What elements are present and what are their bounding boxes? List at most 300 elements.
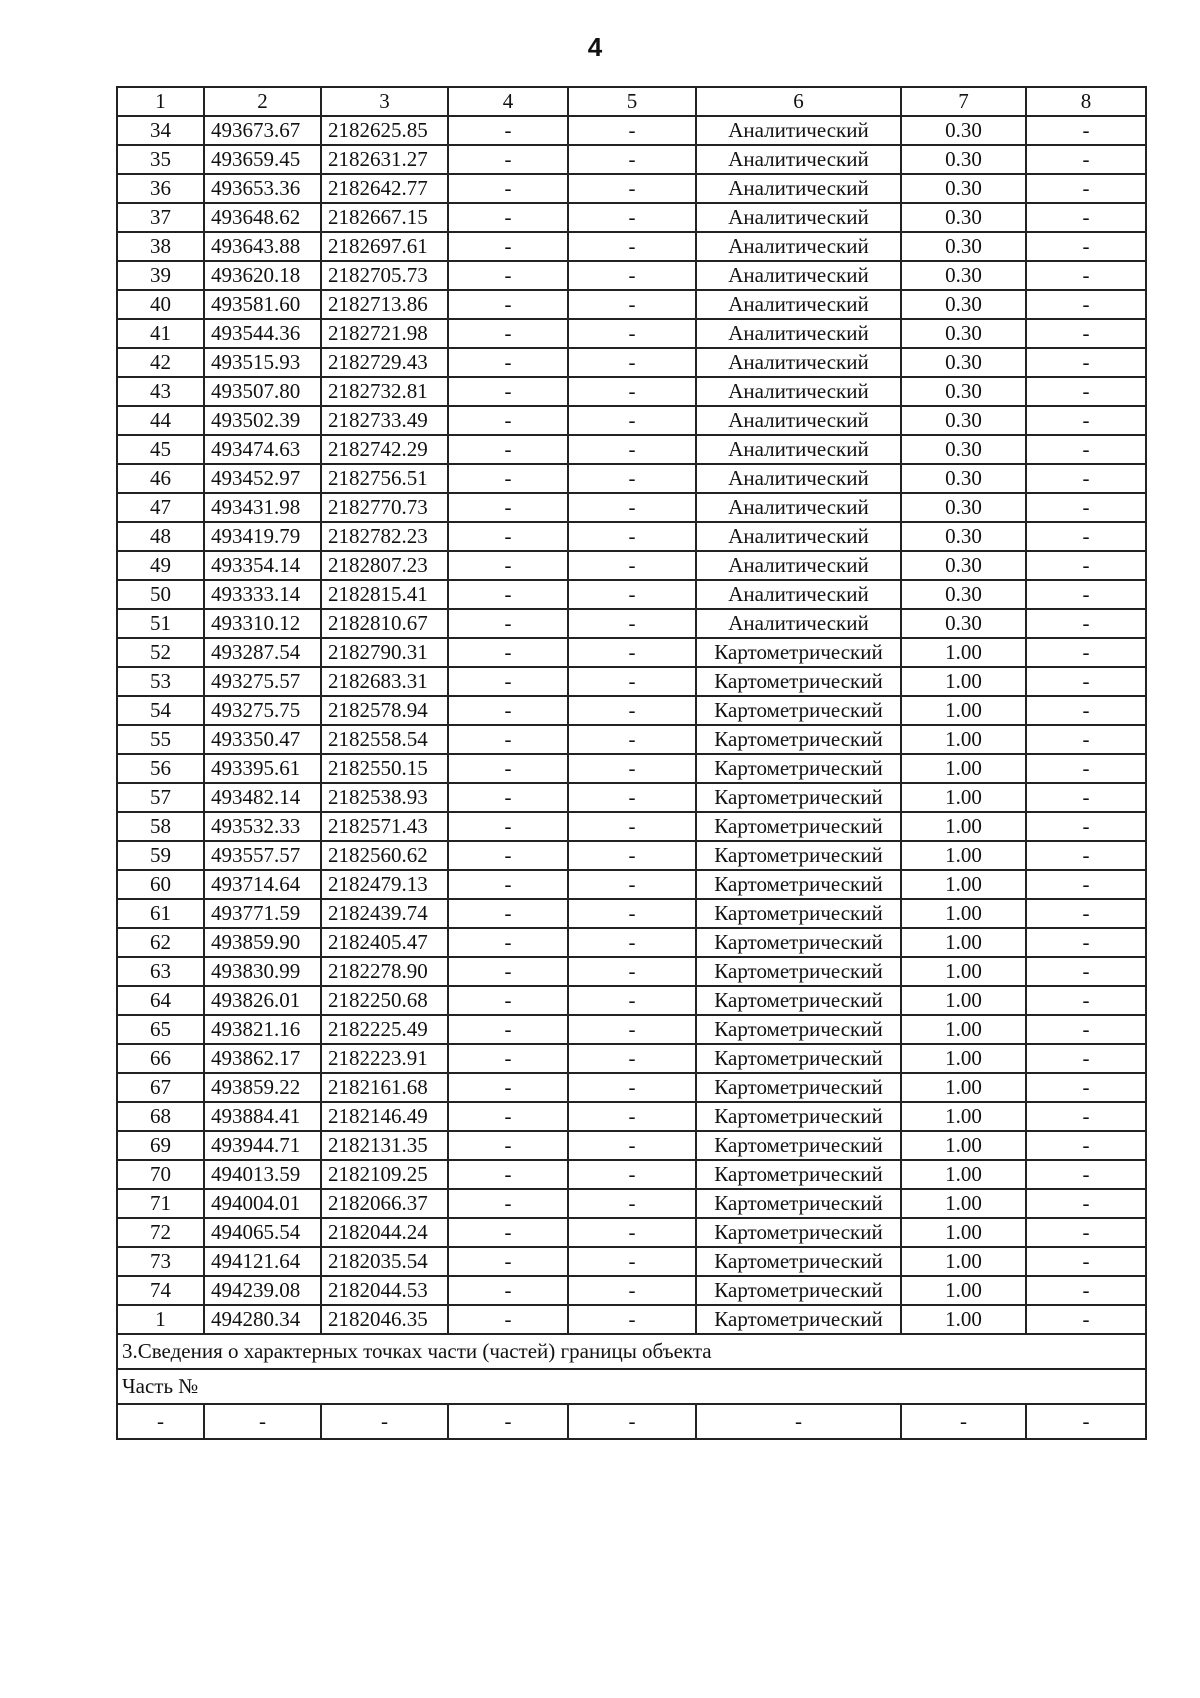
table-row: [117, 1102, 1146, 1131]
col5-cell: -: [568, 783, 696, 812]
table-row: [117, 1276, 1146, 1305]
accuracy-cell: 1.00: [901, 957, 1026, 986]
method-cell: Картометрический: [696, 812, 901, 841]
table-row: [117, 406, 1146, 435]
col5-cell: -: [568, 1305, 696, 1334]
column-header: 5: [568, 87, 696, 116]
col8-cell: -: [1026, 203, 1146, 232]
method-cell: Картометрический: [696, 754, 901, 783]
col5-cell: -: [568, 609, 696, 638]
method-cell: Картометрический: [696, 841, 901, 870]
empty-cell: -: [204, 1404, 321, 1439]
column-header: 8: [1026, 87, 1146, 116]
col5-cell: -: [568, 1131, 696, 1160]
accuracy-cell: 0.30: [901, 580, 1026, 609]
point-number-cell: 55: [117, 725, 204, 754]
section-title-row: [117, 1334, 1146, 1369]
page-number: 4: [587, 32, 603, 62]
x-coordinate-cell: 493944.71: [204, 1131, 321, 1160]
column-header: 4: [448, 87, 568, 116]
method-cell: Картометрический: [696, 870, 901, 899]
x-coordinate-cell: 493643.88: [204, 232, 321, 261]
table-row: [117, 1247, 1146, 1276]
table-row: [117, 899, 1146, 928]
accuracy-cell: 0.30: [901, 261, 1026, 290]
column-header: 7: [901, 87, 1026, 116]
method-cell: Картометрический: [696, 1044, 901, 1073]
table-row: [117, 986, 1146, 1015]
y-coordinate-cell: 2182790.31: [321, 638, 448, 667]
accuracy-cell: 0.30: [901, 522, 1026, 551]
y-coordinate-cell: 2182729.43: [321, 348, 448, 377]
accuracy-cell: 1.00: [901, 899, 1026, 928]
col5-cell: -: [568, 551, 696, 580]
col8-cell: -: [1026, 1189, 1146, 1218]
method-cell: Аналитический: [696, 609, 901, 638]
x-coordinate-cell: 493821.16: [204, 1015, 321, 1044]
col5-cell: -: [568, 754, 696, 783]
table-row: [117, 290, 1146, 319]
col8-cell: -: [1026, 493, 1146, 522]
y-coordinate-cell: 2182439.74: [321, 899, 448, 928]
method-cell: Картометрический: [696, 1102, 901, 1131]
col8-cell: -: [1026, 1073, 1146, 1102]
table-row: [117, 522, 1146, 551]
table-row: [117, 812, 1146, 841]
col8-cell: -: [1026, 406, 1146, 435]
point-number-cell: 67: [117, 1073, 204, 1102]
point-number-cell: 69: [117, 1131, 204, 1160]
accuracy-cell: 1.00: [901, 638, 1026, 667]
y-coordinate-cell: 2182756.51: [321, 464, 448, 493]
x-coordinate-cell: 493862.17: [204, 1044, 321, 1073]
point-number-cell: 63: [117, 957, 204, 986]
col8-cell: -: [1026, 1305, 1146, 1334]
accuracy-cell: 1.00: [901, 725, 1026, 754]
col8-cell: -: [1026, 1131, 1146, 1160]
col4-cell: -: [448, 116, 568, 145]
method-cell: Аналитический: [696, 203, 901, 232]
accuracy-cell: 0.30: [901, 348, 1026, 377]
col8-cell: -: [1026, 957, 1146, 986]
col8-cell: -: [1026, 841, 1146, 870]
point-number-cell: 40: [117, 290, 204, 319]
col5-cell: -: [568, 928, 696, 957]
col8-cell: -: [1026, 377, 1146, 406]
col8-cell: -: [1026, 1044, 1146, 1073]
accuracy-cell: 1.00: [901, 667, 1026, 696]
empty-cell: -: [448, 1404, 568, 1439]
y-coordinate-cell: 2182571.43: [321, 812, 448, 841]
point-number-cell: 54: [117, 696, 204, 725]
accuracy-cell: 0.30: [901, 319, 1026, 348]
y-coordinate-cell: 2182538.93: [321, 783, 448, 812]
col5-cell: -: [568, 435, 696, 464]
table-row: [117, 1160, 1146, 1189]
empty-cell: -: [1026, 1404, 1146, 1439]
col5-cell: -: [568, 319, 696, 348]
y-coordinate-cell: 2182625.85: [321, 116, 448, 145]
col5-cell: -: [568, 1102, 696, 1131]
method-cell: Аналитический: [696, 290, 901, 319]
method-cell: Аналитический: [696, 116, 901, 145]
col4-cell: -: [448, 348, 568, 377]
accuracy-cell: 0.30: [901, 232, 1026, 261]
col4-cell: -: [448, 667, 568, 696]
y-coordinate-cell: 2182558.54: [321, 725, 448, 754]
table-row: [117, 1218, 1146, 1247]
accuracy-cell: 1.00: [901, 1044, 1026, 1073]
y-coordinate-cell: 2182225.49: [321, 1015, 448, 1044]
accuracy-cell: 1.00: [901, 1276, 1026, 1305]
col8-cell: -: [1026, 174, 1146, 203]
y-coordinate-cell: 2182807.23: [321, 551, 448, 580]
accuracy-cell: 1.00: [901, 1189, 1026, 1218]
point-number-cell: 71: [117, 1189, 204, 1218]
col5-cell: -: [568, 377, 696, 406]
method-cell: Картометрический: [696, 1276, 901, 1305]
y-coordinate-cell: 2182405.47: [321, 928, 448, 957]
col8-cell: -: [1026, 1218, 1146, 1247]
y-coordinate-cell: 2182721.98: [321, 319, 448, 348]
accuracy-cell: 1.00: [901, 1015, 1026, 1044]
col8-cell: -: [1026, 232, 1146, 261]
y-coordinate-cell: 2182732.81: [321, 377, 448, 406]
y-coordinate-cell: 2182667.15: [321, 203, 448, 232]
col8-cell: -: [1026, 725, 1146, 754]
empty-cell: -: [568, 1404, 696, 1439]
x-coordinate-cell: 493275.57: [204, 667, 321, 696]
x-coordinate-cell: 493544.36: [204, 319, 321, 348]
y-coordinate-cell: 2182697.61: [321, 232, 448, 261]
y-coordinate-cell: 2182683.31: [321, 667, 448, 696]
col8-cell: -: [1026, 696, 1146, 725]
point-number-cell: 38: [117, 232, 204, 261]
col5-cell: -: [568, 667, 696, 696]
point-number-cell: 53: [117, 667, 204, 696]
column-header: 6: [696, 87, 901, 116]
x-coordinate-cell: 493395.61: [204, 754, 321, 783]
col5-cell: -: [568, 1044, 696, 1073]
y-coordinate-cell: 2182479.13: [321, 870, 448, 899]
col5-cell: -: [568, 957, 696, 986]
col4-cell: -: [448, 754, 568, 783]
x-coordinate-cell: 493354.14: [204, 551, 321, 580]
table-row: [117, 1073, 1146, 1102]
x-coordinate-cell: 493826.01: [204, 986, 321, 1015]
col5-cell: -: [568, 1160, 696, 1189]
col8-cell: -: [1026, 116, 1146, 145]
x-coordinate-cell: 493310.12: [204, 609, 321, 638]
col4-cell: -: [448, 638, 568, 667]
accuracy-cell: 1.00: [901, 812, 1026, 841]
y-coordinate-cell: 2182578.94: [321, 696, 448, 725]
y-coordinate-cell: 2182810.67: [321, 609, 448, 638]
col5-cell: -: [568, 522, 696, 551]
col8-cell: -: [1026, 522, 1146, 551]
y-coordinate-cell: 2182109.25: [321, 1160, 448, 1189]
point-number-cell: 44: [117, 406, 204, 435]
x-coordinate-cell: 493532.33: [204, 812, 321, 841]
x-coordinate-cell: 493515.93: [204, 348, 321, 377]
method-cell: Аналитический: [696, 406, 901, 435]
y-coordinate-cell: 2182815.41: [321, 580, 448, 609]
point-number-cell: 59: [117, 841, 204, 870]
point-number-cell: 37: [117, 203, 204, 232]
table-row: [117, 551, 1146, 580]
col4-cell: -: [448, 145, 568, 174]
method-cell: Картометрический: [696, 986, 901, 1015]
x-coordinate-cell: 494121.64: [204, 1247, 321, 1276]
table-row: [117, 1305, 1146, 1334]
col8-cell: -: [1026, 667, 1146, 696]
col4-cell: -: [448, 986, 568, 1015]
point-number-cell: 57: [117, 783, 204, 812]
y-coordinate-cell: 2182223.91: [321, 1044, 448, 1073]
method-cell: Аналитический: [696, 551, 901, 580]
table-row: [117, 261, 1146, 290]
accuracy-cell: 0.30: [901, 551, 1026, 580]
method-cell: Картометрический: [696, 1131, 901, 1160]
col8-cell: -: [1026, 783, 1146, 812]
col5-cell: -: [568, 493, 696, 522]
part-label-row: [117, 1369, 1146, 1404]
point-number-cell: 34: [117, 116, 204, 145]
col5-cell: -: [568, 638, 696, 667]
x-coordinate-cell: 493659.45: [204, 145, 321, 174]
method-cell: Картометрический: [696, 1189, 901, 1218]
x-coordinate-cell: 493333.14: [204, 580, 321, 609]
accuracy-cell: 1.00: [901, 754, 1026, 783]
col4-cell: -: [448, 1247, 568, 1276]
col4-cell: -: [448, 319, 568, 348]
table-row: [117, 319, 1146, 348]
col8-cell: -: [1026, 986, 1146, 1015]
table-row: [117, 435, 1146, 464]
method-cell: Картометрический: [696, 899, 901, 928]
col4-cell: -: [448, 493, 568, 522]
col4-cell: -: [448, 1044, 568, 1073]
col5-cell: -: [568, 725, 696, 754]
table-row: [117, 464, 1146, 493]
x-coordinate-cell: 494004.01: [204, 1189, 321, 1218]
y-coordinate-cell: 2182066.37: [321, 1189, 448, 1218]
col5-cell: -: [568, 290, 696, 319]
method-cell: Аналитический: [696, 522, 901, 551]
point-number-cell: 65: [117, 1015, 204, 1044]
column-header: 3: [321, 87, 448, 116]
method-cell: Аналитический: [696, 174, 901, 203]
column-header: 2: [204, 87, 321, 116]
coordinates-table: [116, 86, 1147, 1440]
col4-cell: -: [448, 870, 568, 899]
col8-cell: -: [1026, 464, 1146, 493]
col4-cell: -: [448, 783, 568, 812]
method-cell: Аналитический: [696, 261, 901, 290]
col5-cell: -: [568, 464, 696, 493]
y-coordinate-cell: 2182705.73: [321, 261, 448, 290]
col4-cell: -: [448, 580, 568, 609]
col4-cell: -: [448, 1102, 568, 1131]
col8-cell: -: [1026, 435, 1146, 464]
table-row: [117, 841, 1146, 870]
col8-cell: -: [1026, 1276, 1146, 1305]
accuracy-cell: 0.30: [901, 116, 1026, 145]
empty-cell: -: [117, 1404, 204, 1439]
col5-cell: -: [568, 1276, 696, 1305]
col4-cell: -: [448, 377, 568, 406]
accuracy-cell: 1.00: [901, 986, 1026, 1015]
x-coordinate-cell: 493859.22: [204, 1073, 321, 1102]
accuracy-cell: 1.00: [901, 1247, 1026, 1276]
point-number-cell: 52: [117, 638, 204, 667]
col8-cell: -: [1026, 1247, 1146, 1276]
x-coordinate-cell: 493884.41: [204, 1102, 321, 1131]
accuracy-cell: 1.00: [901, 841, 1026, 870]
col5-cell: -: [568, 203, 696, 232]
y-coordinate-cell: 2182642.77: [321, 174, 448, 203]
col8-cell: -: [1026, 580, 1146, 609]
col8-cell: -: [1026, 754, 1146, 783]
empty-row: [117, 1404, 1146, 1439]
accuracy-cell: 1.00: [901, 783, 1026, 812]
col4-cell: -: [448, 1160, 568, 1189]
method-cell: Картометрический: [696, 1218, 901, 1247]
accuracy-cell: 1.00: [901, 1218, 1026, 1247]
accuracy-cell: 0.30: [901, 464, 1026, 493]
col4-cell: -: [448, 1073, 568, 1102]
x-coordinate-cell: 493557.57: [204, 841, 321, 870]
point-number-cell: 58: [117, 812, 204, 841]
table-row: [117, 1189, 1146, 1218]
accuracy-cell: 1.00: [901, 1102, 1026, 1131]
col8-cell: -: [1026, 638, 1146, 667]
table-row: [117, 783, 1146, 812]
method-cell: Картометрический: [696, 783, 901, 812]
col4-cell: -: [448, 232, 568, 261]
col8-cell: -: [1026, 551, 1146, 580]
point-number-cell: 61: [117, 899, 204, 928]
col5-cell: -: [568, 261, 696, 290]
y-coordinate-cell: 2182131.35: [321, 1131, 448, 1160]
table-row: [117, 348, 1146, 377]
table-row: [117, 174, 1146, 203]
method-cell: Картометрический: [696, 638, 901, 667]
y-coordinate-cell: 2182631.27: [321, 145, 448, 174]
y-coordinate-cell: 2182035.54: [321, 1247, 448, 1276]
accuracy-cell: 0.30: [901, 493, 1026, 522]
table-row: [117, 957, 1146, 986]
col4-cell: -: [448, 1015, 568, 1044]
table-row: [117, 1015, 1146, 1044]
col4-cell: -: [448, 812, 568, 841]
method-cell: Картометрический: [696, 1015, 901, 1044]
x-coordinate-cell: 493419.79: [204, 522, 321, 551]
table-body: [117, 87, 1146, 1439]
method-cell: Аналитический: [696, 377, 901, 406]
table-row: [117, 725, 1146, 754]
column-header: 1: [117, 87, 204, 116]
table-row: [117, 754, 1146, 783]
table-row: [117, 667, 1146, 696]
x-coordinate-cell: 493502.39: [204, 406, 321, 435]
accuracy-cell: 0.30: [901, 406, 1026, 435]
point-number-cell: 36: [117, 174, 204, 203]
y-coordinate-cell: 2182770.73: [321, 493, 448, 522]
table-row: [117, 116, 1146, 145]
method-cell: Картометрический: [696, 957, 901, 986]
accuracy-cell: 1.00: [901, 696, 1026, 725]
table-row: [117, 638, 1146, 667]
col5-cell: -: [568, 812, 696, 841]
point-number-cell: 41: [117, 319, 204, 348]
x-coordinate-cell: 493275.75: [204, 696, 321, 725]
y-coordinate-cell: 2182560.62: [321, 841, 448, 870]
accuracy-cell: 0.30: [901, 174, 1026, 203]
col4-cell: -: [448, 203, 568, 232]
col8-cell: -: [1026, 1015, 1146, 1044]
point-number-cell: 48: [117, 522, 204, 551]
x-coordinate-cell: 494065.54: [204, 1218, 321, 1247]
x-coordinate-cell: 493474.63: [204, 435, 321, 464]
col4-cell: -: [448, 1131, 568, 1160]
method-cell: Картометрический: [696, 1160, 901, 1189]
point-number-cell: 74: [117, 1276, 204, 1305]
point-number-cell: 56: [117, 754, 204, 783]
method-cell: Аналитический: [696, 319, 901, 348]
col4-cell: -: [448, 841, 568, 870]
x-coordinate-cell: 493830.99: [204, 957, 321, 986]
col4-cell: -: [448, 464, 568, 493]
x-coordinate-cell: 493648.62: [204, 203, 321, 232]
y-coordinate-cell: 2182713.86: [321, 290, 448, 319]
accuracy-cell: 1.00: [901, 1131, 1026, 1160]
y-coordinate-cell: 2182044.53: [321, 1276, 448, 1305]
point-number-cell: 62: [117, 928, 204, 957]
col4-cell: -: [448, 899, 568, 928]
point-number-cell: 51: [117, 609, 204, 638]
point-number-cell: 46: [117, 464, 204, 493]
x-coordinate-cell: 494280.34: [204, 1305, 321, 1334]
method-cell: Аналитический: [696, 232, 901, 261]
method-cell: Аналитический: [696, 435, 901, 464]
col4-cell: -: [448, 957, 568, 986]
col5-cell: -: [568, 174, 696, 203]
method-cell: Картометрический: [696, 1073, 901, 1102]
col5-cell: -: [568, 841, 696, 870]
col8-cell: -: [1026, 870, 1146, 899]
col5-cell: -: [568, 1015, 696, 1044]
col5-cell: -: [568, 232, 696, 261]
col4-cell: -: [448, 1305, 568, 1334]
x-coordinate-cell: 493452.97: [204, 464, 321, 493]
col5-cell: -: [568, 348, 696, 377]
accuracy-cell: 0.30: [901, 609, 1026, 638]
accuracy-cell: 0.30: [901, 435, 1026, 464]
col5-cell: -: [568, 1218, 696, 1247]
y-coordinate-cell: 2182046.35: [321, 1305, 448, 1334]
point-number-cell: 47: [117, 493, 204, 522]
accuracy-cell: 1.00: [901, 870, 1026, 899]
col5-cell: -: [568, 696, 696, 725]
table-row: [117, 232, 1146, 261]
col8-cell: -: [1026, 261, 1146, 290]
col8-cell: -: [1026, 1102, 1146, 1131]
accuracy-cell: 1.00: [901, 1160, 1026, 1189]
y-coordinate-cell: 2182250.68: [321, 986, 448, 1015]
point-number-cell: 1: [117, 1305, 204, 1334]
col5-cell: -: [568, 145, 696, 174]
